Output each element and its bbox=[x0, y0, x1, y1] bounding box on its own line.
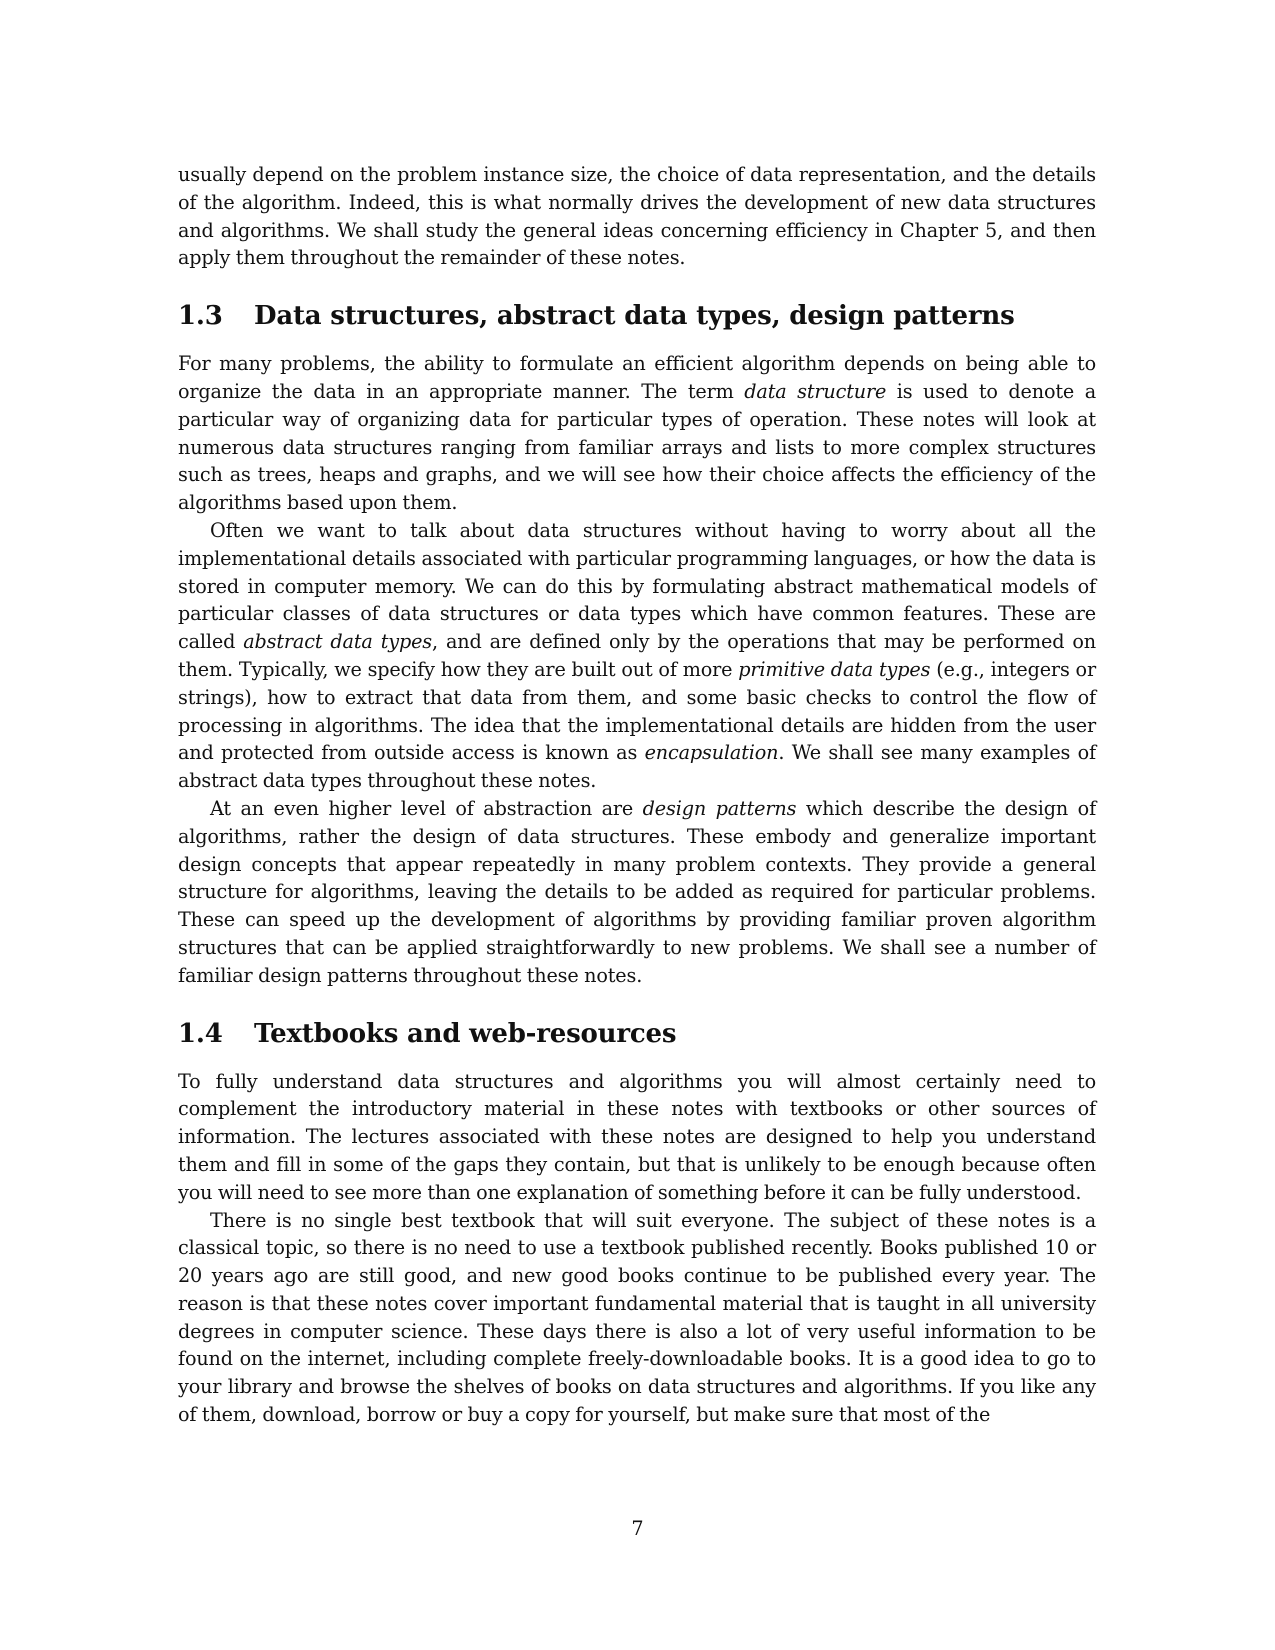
text-run: For many problems, the ability to formulate an efficient algorithm depends on being able to organize the data in an appropriate manner. The term bbox=[178, 352, 1096, 403]
text-run: At an even higher level of abstraction are bbox=[210, 796, 643, 820]
intro-paragraph: usually depend on the problem instance size, the choice of data representation, and the details of the algorithm. Indeed, this is what normally drives the development of new data structures and algorithms. We shall study the general ideas concerning efficiency in Chapter 5, and then apply them throughout the remainder of these notes. bbox=[178, 163, 1096, 270]
text-run: is used to denote a particular way of organizing data for particular types of operation. These notes will look at numerous data structures ranging from familiar arrays and lists to more complex structures such as trees, heaps and graphs, and we will see how their choice affects the efficiency of the algorithms based upon them. bbox=[178, 379, 1097, 515]
paragraph-textbooks-2: There is no single best textbook that will suit everyone. The subject of these notes is a classical topic, so there is no need to use a textbook published recently. Books published 10 or 20 years ago are still good, and new good books continue to be published every year. The reason is that these notes cover important fundamental material that is taught in all university degrees in computer science. These days there is also a lot of very useful information to be found on the internet, including complete freely-downloadable books. It is a good idea to go to your library and browse the shelves of books on data structures and algorithms. If you like any of them, download, borrow or buy a copy for yourself, but make sure that most of the bbox=[178, 1208, 1096, 1427]
text-run: (e.g., integers or strings), how to extract that data from them, and some basic checks to control the flow of processing in algorithms. The idea that the implementational details are hidden from the user and protected from outside access is known as bbox=[178, 657, 1096, 765]
term-data-structure: data structure bbox=[744, 379, 887, 403]
term-encapsulation: encapsulation bbox=[644, 741, 779, 765]
section-heading-1-3 bbox=[178, 299, 1096, 333]
term-primitive-data-types: primitive data types bbox=[738, 657, 931, 681]
paragraph-data-structures bbox=[178, 350, 1096, 517]
text-run: which describe the design of algorithms, rather the design of data structures. These embody and generalize important design concepts that appear repeatedly in many problem contexts. They provide a general structure for algorithms, leaving the details to be added as required for particular problems. These can speed up the development of algorithms by providing familiar proven algorithm structures that can be applied straightforwardly to new problems. We shall see a number of familiar design patterns throughout these notes. bbox=[178, 796, 1097, 987]
paragraph-abstract-data-types bbox=[178, 517, 1096, 795]
paragraph-design-patterns bbox=[178, 795, 1096, 990]
term-abstract-data-types: abstract data types bbox=[243, 630, 433, 654]
text-run: Often we want to talk about data structures without having to worry about all the implementational details associated with particular programming languages, or how the data is stored in computer memory. We can do this by formulating abstract mathematical models of particular classes of data structures or data types which have common features. These are called bbox=[178, 518, 1096, 654]
section-heading-1-4 bbox=[178, 1017, 1096, 1051]
section-number: 1.3 bbox=[178, 301, 223, 332]
section-title: Data structures, abstract data types, design patterns bbox=[254, 301, 1015, 332]
term-design-patterns: design patterns bbox=[642, 796, 797, 820]
page-number: 7 bbox=[631, 1517, 644, 1540]
text-run: , and are defined only by the operations that may be performed on them. Typically, we specify how they are built out of more bbox=[178, 630, 1097, 681]
text-run: . We shall see many examples of abstract data types throughout these notes. bbox=[178, 741, 1097, 793]
section-title: Textbooks and web-resources bbox=[254, 1018, 677, 1049]
section-number: 1.4 bbox=[178, 1018, 223, 1049]
body-text bbox=[178, 161, 1096, 1429]
paragraph-textbooks-1: To fully understand data structures and algorithms you will almost certainly need to complement the introductory material in these notes with textbooks or other sources of information. The lectures associated with these notes are designed to help you understand them and fill in some of the gaps they contain, but that is unlikely to be enough because often you will need to see more than one explanation of something before it can be fully understood. bbox=[178, 1069, 1096, 1204]
